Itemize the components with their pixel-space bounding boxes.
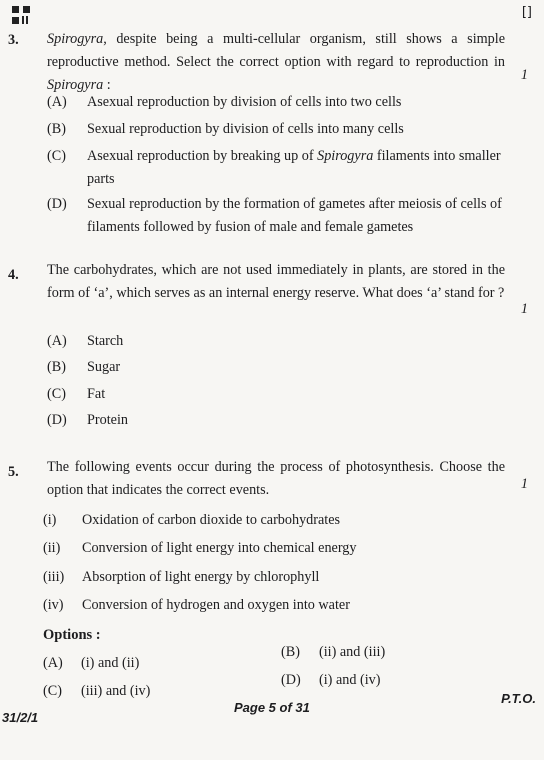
question-3-number: 3. xyxy=(8,32,19,48)
question-5-marks: 1 xyxy=(520,476,528,492)
page-number: Page 5 of 31 xyxy=(234,700,310,715)
option-text: Sexual reproduction by the formation of gametes after meiosis of cells of filaments followed by fusion of male and female gametes xyxy=(87,196,502,235)
q4-option-a xyxy=(47,330,123,353)
q5-answer-b xyxy=(281,641,385,664)
event-text: Oxidation of carbon dioxide to carbohydrates xyxy=(82,512,341,528)
option-label: (D) xyxy=(47,412,67,428)
q4-option-d xyxy=(47,409,128,432)
options-heading: Options : xyxy=(43,627,101,643)
event-text: Conversion of hydrogen and oxygen into water xyxy=(82,597,350,613)
q5-event-ii xyxy=(43,537,357,560)
q3-italic-term: Spirogyra xyxy=(47,31,104,47)
q4-option-c xyxy=(47,383,105,406)
question-4-marks: 1 xyxy=(520,301,528,317)
header-bracket: [] xyxy=(521,5,532,20)
question-4-text: The carbohydrates, which are not used immediately in plants, are stored in the form of ‘a’, which serves as an internal energy reserve. What does ‘a’ stand for ? xyxy=(47,262,505,301)
q4-option-b xyxy=(47,356,120,379)
question-3-text xyxy=(47,28,505,97)
answer-text: (ii) and (iii) xyxy=(319,644,386,660)
q3-option-c xyxy=(47,145,505,191)
q5-answer-d xyxy=(281,669,380,692)
q5-answer-a xyxy=(43,652,139,675)
answer-label: (D) xyxy=(281,672,301,688)
q3-italic-term-2: Spirogyra xyxy=(47,77,104,93)
answer-text: (i) and (iv) xyxy=(319,672,381,688)
option-label: (C) xyxy=(47,148,66,164)
option-text: Asexual reproduction by division of cells into two cells xyxy=(87,94,402,110)
question-5-number: 5. xyxy=(8,464,19,480)
q5-event-iv xyxy=(43,594,350,617)
option-label: (B) xyxy=(47,121,66,137)
option-label: (C) xyxy=(47,386,66,402)
q3-option-b xyxy=(47,118,505,141)
q5-event-i xyxy=(43,509,340,532)
question-3-marks: 1 xyxy=(520,67,528,83)
event-label: (ii) xyxy=(43,540,61,556)
answer-label: (B) xyxy=(281,644,300,660)
event-text: Conversion of light energy into chemical energy xyxy=(82,540,357,556)
paper-code: 31/2/1 xyxy=(2,710,39,725)
q5-event-iii xyxy=(43,566,319,589)
answer-label: (C) xyxy=(43,683,62,699)
option-text: Asexual reproduction by breaking up of Spirogyra filaments into smaller parts xyxy=(87,148,501,187)
option-label: (A) xyxy=(47,333,67,349)
answer-text: (iii) and (iv) xyxy=(81,683,151,699)
option-text: Sexual reproduction by division of cells into many cells xyxy=(87,121,404,137)
option-label: (A) xyxy=(47,94,67,110)
option-text: Starch xyxy=(87,333,124,349)
qr-code-icon xyxy=(12,6,30,24)
event-text: Absorption of light energy by chlorophyll xyxy=(82,569,320,585)
option-text: Protein xyxy=(87,412,128,428)
option-label: (D) xyxy=(47,196,67,212)
answer-text: (i) and (ii) xyxy=(81,655,140,671)
option-text: Sugar xyxy=(87,359,121,375)
q3-option-d xyxy=(47,193,505,239)
option-text: Fat xyxy=(87,386,106,402)
question-5-text: The following events occur during the process of photosynthesis. Choose the option that indicates the correct events. xyxy=(47,459,505,498)
q3-text-end: : xyxy=(103,77,111,93)
answer-label: (A) xyxy=(43,655,63,671)
q3-text-part: , despite being a multi-cellular organism, still shows a simple reproductive method. Select the correct option with regard to reproduction in xyxy=(47,31,505,70)
q5-answer-c xyxy=(43,680,150,703)
pto-marker: P.T.O. xyxy=(501,691,536,706)
option-label: (B) xyxy=(47,359,66,375)
event-label: (iii) xyxy=(43,569,65,585)
question-4-number: 4. xyxy=(8,267,19,283)
q3-option-a xyxy=(47,91,505,114)
event-label: (iv) xyxy=(43,597,64,613)
event-label: (i) xyxy=(43,512,57,528)
